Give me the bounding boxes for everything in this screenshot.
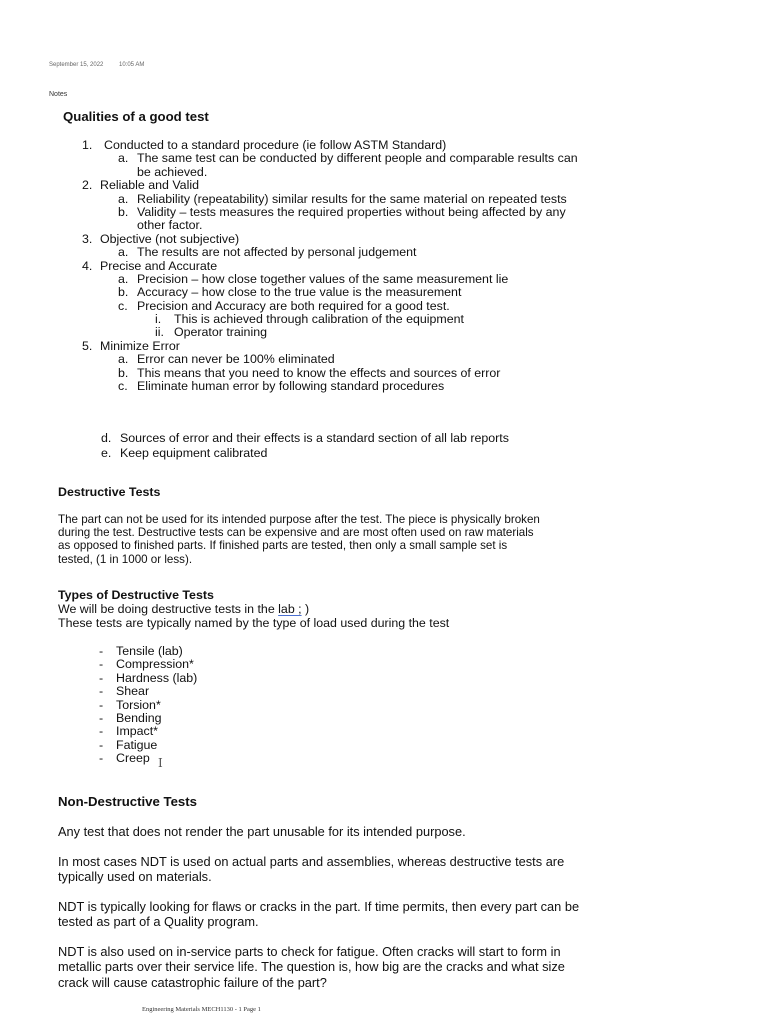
paragraph-line: The part can not be used for its intended purpose after the test. The piece is physically broken xyxy=(58,513,540,526)
paragraph-line: tested as part of a Quality program. xyxy=(58,914,259,929)
list-text: Tensile (lab) xyxy=(116,644,183,658)
list-marker: a. xyxy=(118,191,129,206)
list-item xyxy=(0,380,768,393)
paragraph-line: during the test. Destructive tests can be expensive and are most often used on raw materials xyxy=(58,526,534,540)
list-item xyxy=(0,273,768,286)
list-bullet: - xyxy=(99,684,104,699)
list-text: Hardness (lab) xyxy=(116,670,198,685)
list-bullet: - xyxy=(99,644,104,658)
ndt-cut-line: crack will cause catastrophic failure of the part? xyxy=(58,975,327,990)
list-text: The results are not affected by personal judgement xyxy=(137,245,417,260)
list-marker: a. xyxy=(118,245,129,260)
list-marker: a. xyxy=(118,151,129,166)
list-item xyxy=(0,340,768,353)
types-list xyxy=(0,645,768,766)
list-text: Validity – tests measures the required properties without being affected by any xyxy=(137,204,566,219)
list-marker: 5. xyxy=(82,338,93,353)
list-item xyxy=(0,431,768,446)
list-text: Keep equipment calibrated xyxy=(120,446,268,460)
list-item xyxy=(0,752,768,765)
list-text: Accuracy – how close to the true value is the measurement xyxy=(137,285,462,300)
paragraph-line: In most cases NDT is used on actual parts and assemblies, whereas destructive tests are xyxy=(58,854,565,869)
page-footer: Engineering Materials MECH1130 - 1 Page 1 xyxy=(142,1006,261,1013)
ndt-heading: Non-Destructive Tests xyxy=(58,794,197,809)
list-marker: e. xyxy=(101,446,112,460)
list-bullet: - xyxy=(99,697,104,712)
list-text: Eliminate human error by following standard procedures xyxy=(137,379,445,394)
list-item xyxy=(0,739,768,752)
list-text: Minimize Error xyxy=(100,338,180,353)
ndt-paragraph-4 xyxy=(58,944,565,974)
list-item xyxy=(0,260,768,273)
types-line-1-end: ) xyxy=(301,602,310,616)
list-item xyxy=(0,685,768,698)
list-text: Fatigue xyxy=(116,737,158,752)
paragraph-line: as opposed to finished parts. If finished parts are tested, then only a small sample set is xyxy=(58,539,508,553)
list-text: Conducted to a standard procedure (ie follow ASTM Standard) xyxy=(104,138,447,152)
list-text: Reliability (repeatability) similar results for the same material on repeated tests xyxy=(137,191,567,206)
list-text: Impact* xyxy=(116,724,159,739)
ndt-paragraph-1 xyxy=(58,824,466,839)
ndt-paragraph-2 xyxy=(58,854,564,884)
list-item xyxy=(0,286,768,299)
types-line-1 xyxy=(58,602,309,616)
list-item xyxy=(0,658,768,671)
list-text: This is achieved through calibration of the equipment xyxy=(174,312,464,327)
list-bullet: - xyxy=(99,724,104,739)
list-marker: b. xyxy=(118,285,129,300)
list-text: Precision and Accuracy are both required for a good test. xyxy=(137,298,450,313)
paragraph-line: NDT is also used on in-service parts to check for fatigue. Often cracks will start to form in xyxy=(58,944,561,959)
qualities-heading: Qualities of a good test xyxy=(63,109,209,124)
list-marker: 3. xyxy=(82,231,93,246)
list-text: Shear xyxy=(116,684,150,699)
list-text: Creep xyxy=(116,751,150,766)
list-item xyxy=(0,233,768,246)
list-text: Reliable and Valid xyxy=(100,178,199,193)
list-marker: c. xyxy=(118,379,128,394)
list-marker: a. xyxy=(118,271,129,286)
list-marker: ii. xyxy=(155,325,164,340)
lab-link[interactable]: lab ; xyxy=(278,602,302,616)
list-marker: b. xyxy=(118,204,129,219)
page-date: September 15, 2022 xyxy=(49,62,104,68)
list-marker: a. xyxy=(118,352,129,367)
types-line-1-text: We will be doing destructive tests in the xyxy=(58,602,279,616)
list-item xyxy=(0,645,768,658)
notes-label: Notes xyxy=(49,91,68,98)
paragraph-line: metallic parts over their service life. The question is, how big are the cracks and what size xyxy=(58,959,565,974)
qualities-extra-list xyxy=(0,431,768,461)
list-marker: i. xyxy=(155,312,162,327)
list-item xyxy=(0,193,768,206)
list-item xyxy=(0,206,768,219)
paragraph-line: Any test that does not render the part unusable for its intended purpose. xyxy=(58,824,466,839)
list-item xyxy=(0,326,768,339)
list-text: The same test can be conducted by different people and comparable results can xyxy=(137,151,578,166)
list-item xyxy=(0,712,768,725)
list-text: Bending xyxy=(116,710,162,725)
list-item xyxy=(0,300,768,313)
list-item xyxy=(0,353,768,366)
list-text: other factor. xyxy=(137,218,203,233)
list-item xyxy=(0,446,768,461)
list-item xyxy=(0,166,768,179)
page-time: 10:05 AM xyxy=(119,62,145,68)
list-bullet: - xyxy=(99,737,104,752)
list-item xyxy=(0,152,768,165)
list-item xyxy=(0,367,768,380)
list-marker: 1. xyxy=(82,138,93,152)
list-bullet: - xyxy=(99,710,104,725)
list-marker: d. xyxy=(101,431,112,445)
list-text: This means that you need to know the effects and sources of error xyxy=(137,365,501,380)
destructive-heading: Destructive Tests xyxy=(58,485,161,499)
types-heading: Types of Destructive Tests xyxy=(58,588,214,602)
list-marker: 2. xyxy=(82,178,93,193)
list-text: Operator training xyxy=(174,325,267,340)
list-item xyxy=(0,139,768,152)
destructive-paragraph xyxy=(58,513,540,566)
list-text: Torsion* xyxy=(116,697,161,712)
paragraph-line: NDT is typically looking for flaws or cracks in the part. If time permits, then every part can be xyxy=(58,899,580,914)
list-item xyxy=(0,219,768,232)
list-text: Objective (not subjective) xyxy=(100,231,240,246)
list-item xyxy=(0,699,768,712)
list-marker: b. xyxy=(118,365,129,380)
list-text: Sources of error and their effects is a standard section of all lab reports xyxy=(120,431,509,445)
qualities-list xyxy=(0,139,768,393)
list-bullet: - xyxy=(99,670,104,685)
list-item xyxy=(0,313,768,326)
list-text: Precise and Accurate xyxy=(100,258,218,273)
paragraph-line: tested, (1 in 1000 or less). xyxy=(58,552,193,566)
types-line-2: These tests are typically named by the type of load used during the test xyxy=(58,616,450,630)
list-text: Error can never be 100% eliminated xyxy=(137,352,335,367)
text-cursor-icon: I xyxy=(158,756,163,770)
ndt-paragraph-3 xyxy=(58,899,579,929)
list-marker: c. xyxy=(118,298,128,313)
list-bullet: - xyxy=(99,657,104,672)
list-item xyxy=(0,246,768,259)
list-text: be achieved. xyxy=(137,164,208,179)
list-marker: 4. xyxy=(82,258,93,273)
list-item xyxy=(0,725,768,738)
list-text: Compression* xyxy=(116,657,194,672)
paragraph-line: typically used on materials. xyxy=(58,869,212,884)
list-text: Precision – how close together values of the same measurement lie xyxy=(137,271,509,286)
list-item xyxy=(0,179,768,192)
list-item xyxy=(0,672,768,685)
list-bullet: - xyxy=(99,751,104,766)
